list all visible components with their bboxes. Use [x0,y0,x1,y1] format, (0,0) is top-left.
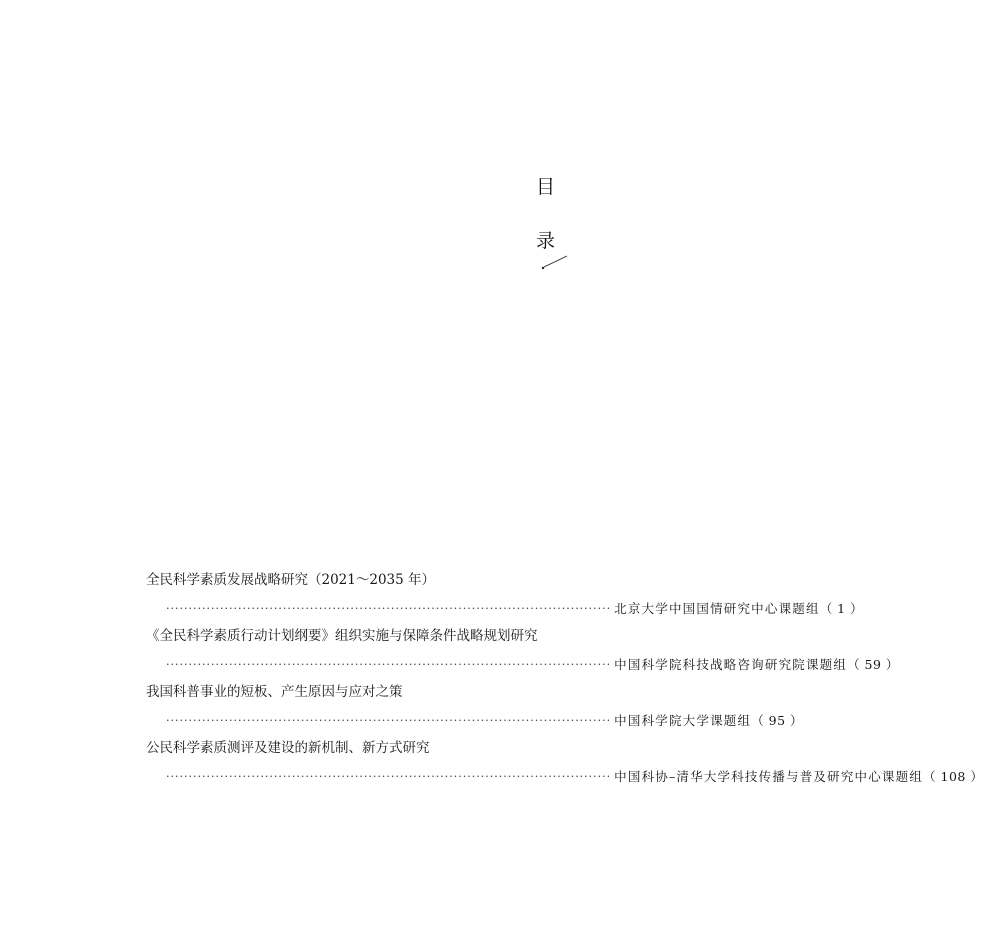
toc-entry[interactable] [146,739,983,786]
toc-entry-page: （ 95 ） [751,713,804,728]
heading-flourish [540,254,570,270]
table-of-contents [146,571,983,795]
toc-entry-line [146,599,864,618]
heading-char-lu: 录 [536,230,556,252]
toc-entry-page: （ 59 ） [847,657,899,672]
heading-char-mu: 目 [536,176,556,198]
dot-leader: ··································································································· [166,714,612,727]
toc-entry-title: 公民科学素质测评及建设的新机制、新方式研究 [146,740,430,756]
toc-entry[interactable] [146,571,864,618]
dot-leader: ··································································································· [166,602,612,615]
toc-entry-title: 我国科普事业的短板、产生原因与应对之策 [146,684,403,700]
toc-entry-author: 中国科协–清华大学科技传播与普及研究中心课题组 [614,769,924,784]
toc-heading [536,176,576,252]
toc-entry-title: 全民科学素质发展战略研究（2021～2035 年） [146,572,436,588]
toc-entry-line [146,655,899,674]
dot-leader: ··································································································· [166,770,612,783]
toc-entry-title: 《全民科学素质行动计划纲要》组织实施与保障条件战略规划研究 [146,628,538,644]
toc-entry-author: 北京大学中国国情研究中心课题组 [614,601,820,616]
toc-entry[interactable] [146,627,899,674]
toc-entry[interactable] [146,683,804,730]
toc-entry-author: 中国科学院科技战略咨询研究院课题组 [614,657,848,672]
toc-entry-line [146,767,983,786]
dot-leader: ··································································································· [166,658,612,671]
toc-entry-page: （ 1 ） [819,601,864,616]
toc-entry-author: 中国科学院大学课题组 [614,713,752,728]
toc-entry-page: （ 108 ） [923,769,983,784]
toc-entry-line [146,711,804,730]
